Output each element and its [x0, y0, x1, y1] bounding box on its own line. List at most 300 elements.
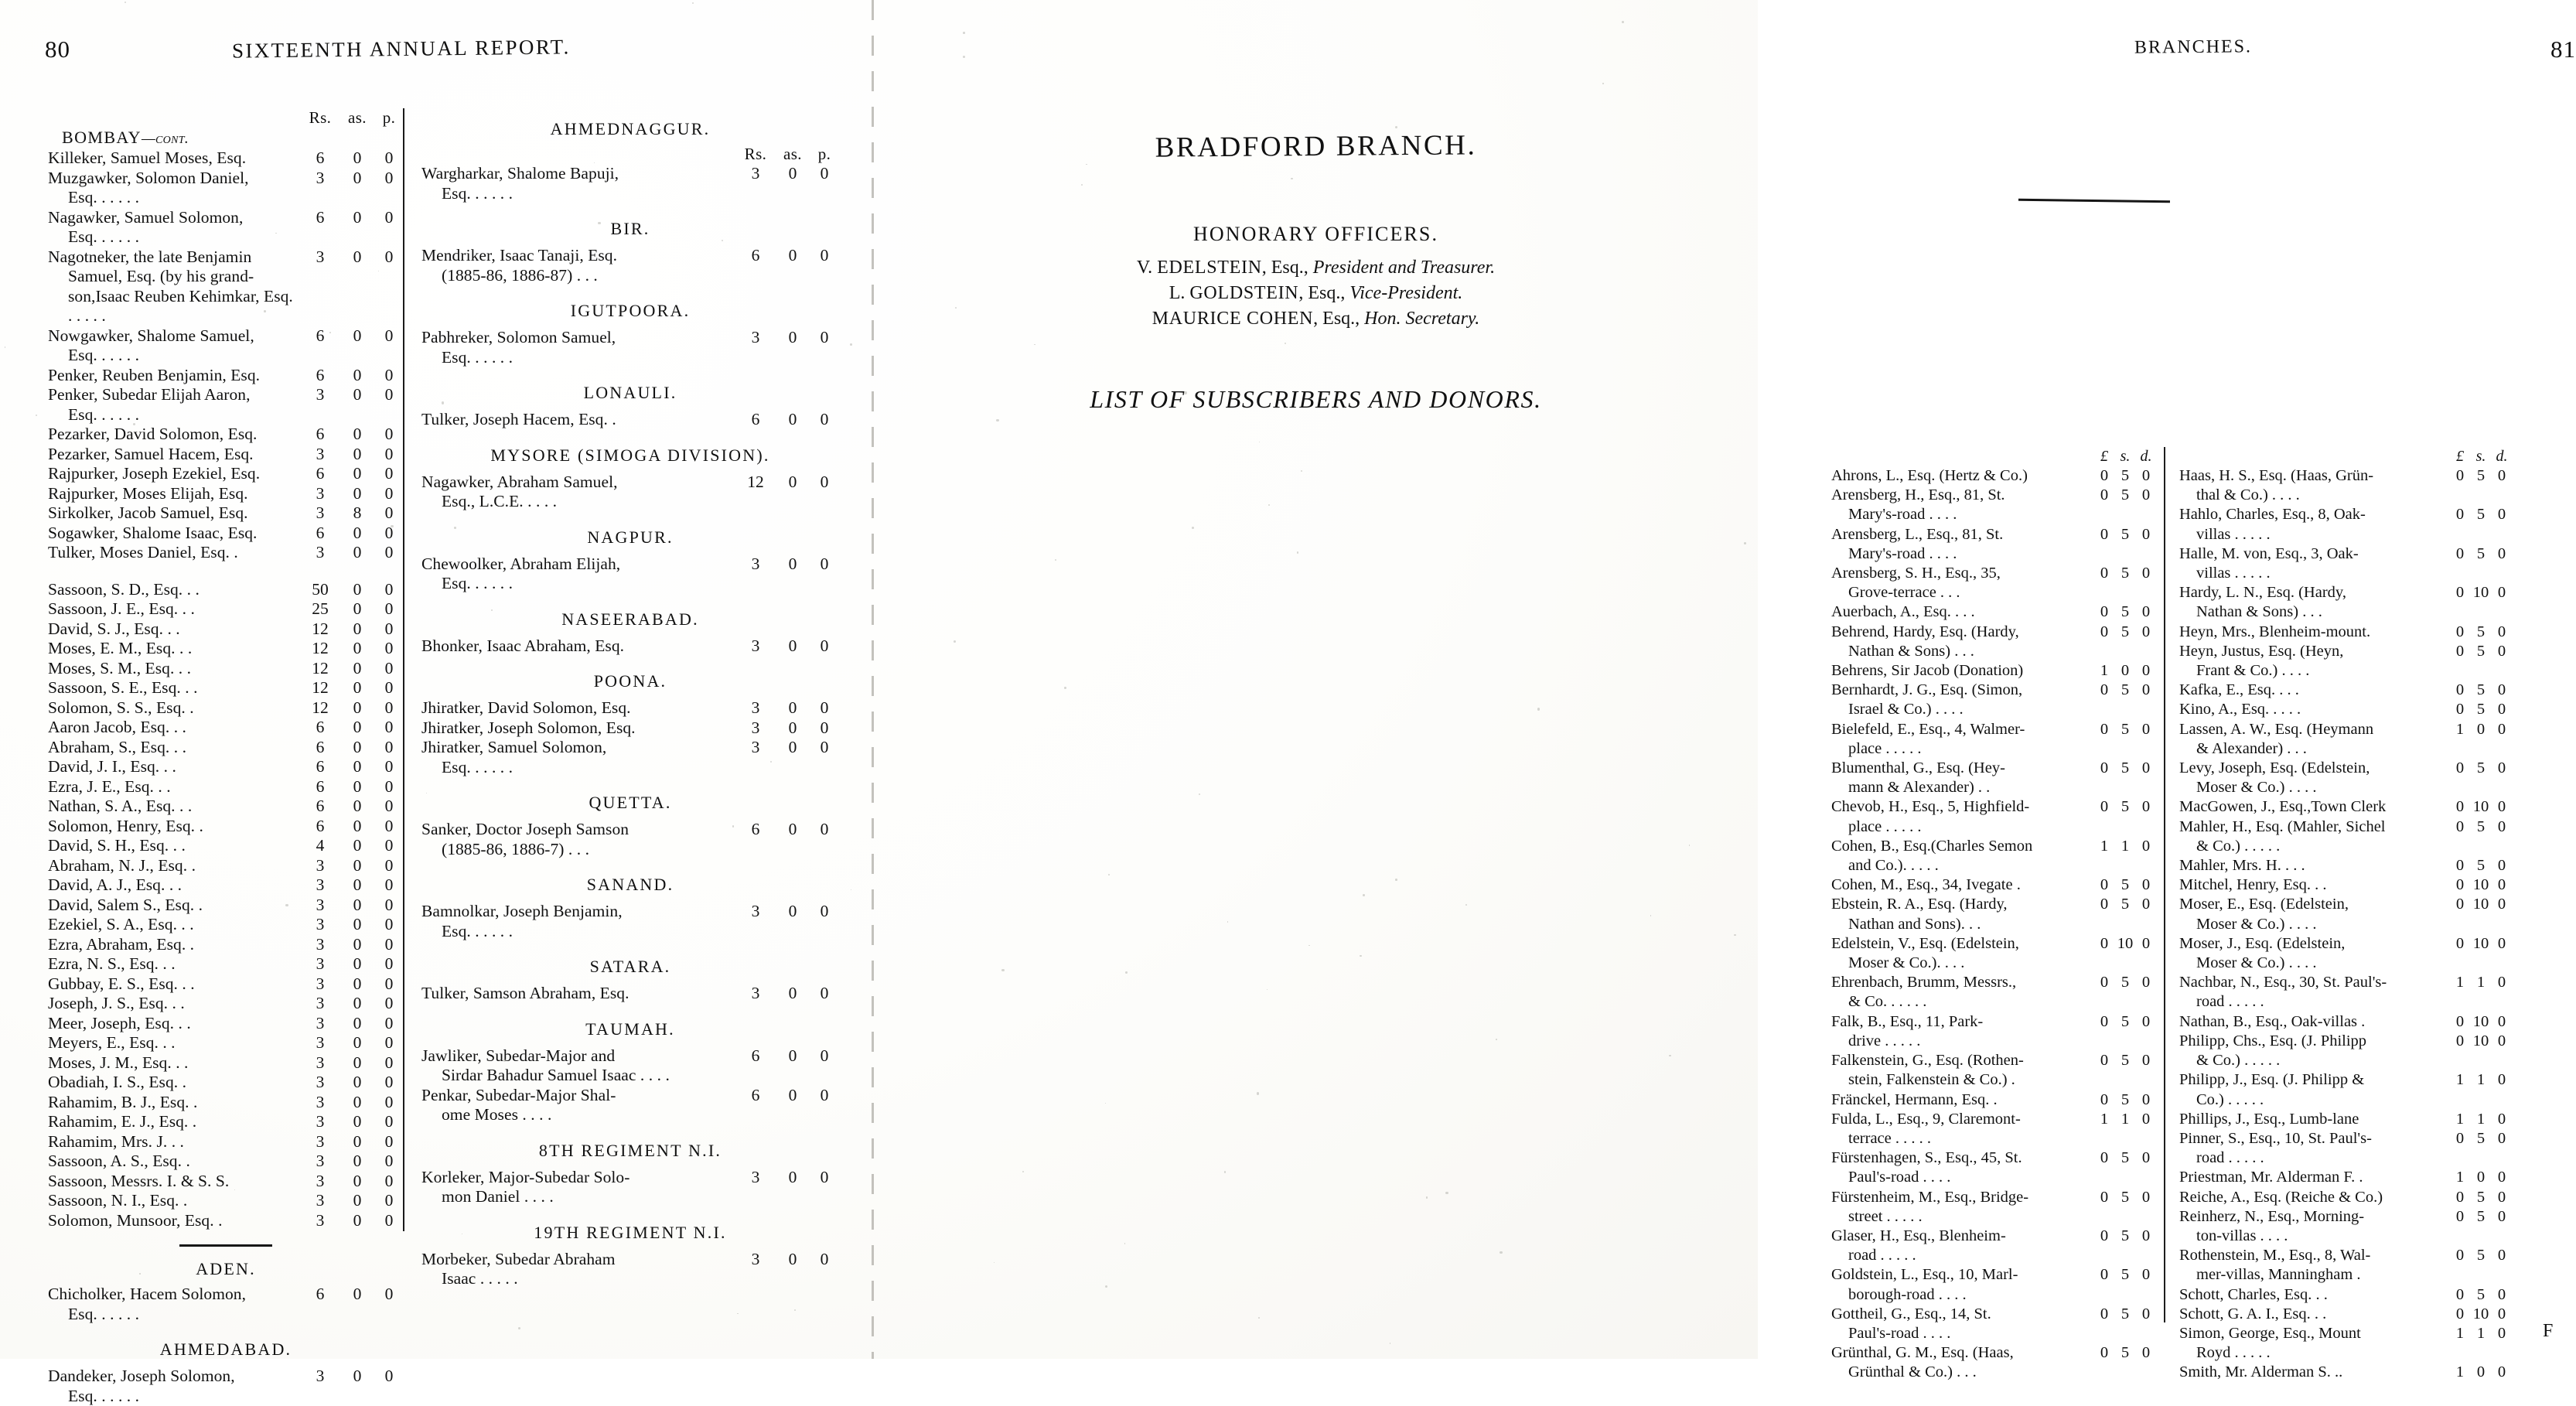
scan-speckle	[1108, 874, 1110, 875]
scan-speckle	[1744, 542, 1746, 544]
subscriber-amount-shillings: 10	[2470, 1305, 2492, 1324]
donor-amount-rupees: 3	[300, 1053, 340, 1073]
scan-speckle	[996, 419, 998, 421]
subscriber-amount-shillings: 5	[2114, 1090, 2136, 1110]
subscriber-name-continuation: Moser & Co.) . . . .	[2179, 778, 2446, 797]
subscriber-amount-pence: 0	[2492, 623, 2512, 642]
subscriber-entry	[2179, 1363, 2512, 1382]
donor-entry	[48, 148, 404, 169]
donor-amount-annas: 0	[340, 777, 374, 797]
subscriber-entry	[2179, 700, 2512, 719]
donor-amount-pies: 0	[810, 738, 839, 758]
subscriber-name: Nathan, B., Esq., Oak-villas .	[2179, 1012, 2450, 1032]
donor-amount-rupees: 3	[735, 984, 776, 1004]
subscriber-entry	[1831, 564, 2156, 602]
donor-amount-pies: 0	[810, 328, 839, 348]
scan-speckle	[1105, 1285, 1107, 1288]
donor-amount-pies: 0	[374, 247, 404, 268]
subscriber-entry	[1831, 661, 2156, 681]
donor-name-continuation: (1885-86, 1886-87) . . .	[421, 266, 732, 286]
donor-entry	[48, 757, 404, 777]
donor-entry	[48, 954, 404, 974]
donor-amount-pies: 0	[374, 1211, 404, 1231]
donor-amount-pies: 0	[374, 678, 404, 698]
donor-entry	[48, 1172, 404, 1192]
scan-speckle	[598, 222, 600, 224]
donor-entry	[48, 208, 404, 247]
subscriber-name: Nachbar, N., Esq., 30, St. Paul's- road . . . . .	[2179, 973, 2450, 1012]
section-head-lonauli: LONAULI.	[421, 383, 839, 403]
lsd-header-pounds: £	[2450, 447, 2470, 466]
donor-amount-annas: 0	[340, 425, 374, 445]
officer-surname: MAURICE COHEN	[1152, 309, 1313, 329]
donor-name: Pezarker, David Solomon, Esq.	[48, 425, 300, 445]
subscriber-name-continuation: mann & Alexander) . .	[1831, 778, 2090, 797]
donor-amount-annas: 0	[340, 385, 374, 405]
officer-role: Hon. Secretary.	[1364, 309, 1479, 329]
subscriber-name-continuation: place . . . . .	[1831, 739, 2090, 759]
subscriber-name-continuation: borough-road . . . .	[1831, 1285, 2090, 1305]
section-head-satara: SATARA.	[421, 957, 839, 977]
section-head-taumah: TAUMAH.	[421, 1019, 839, 1039]
donor-amount-pies: 0	[374, 1172, 404, 1192]
donor-amount-rupees: 6	[300, 366, 340, 386]
donor-amount-annas: 0	[776, 1086, 810, 1106]
honorary-officers-title: HONORARY OFFICERS.	[874, 223, 1758, 246]
subscriber-amount-pounds: 0	[2094, 1148, 2114, 1168]
subscriber-amount-pence: 0	[2492, 583, 2512, 602]
donor-entry	[48, 366, 404, 386]
donor-amount-annas: 0	[340, 524, 374, 544]
donor-amount-pies: 0	[810, 555, 839, 575]
subscriber-entry	[1831, 1051, 2156, 1090]
subscriber-name-continuation: Frant & Co.) . . . .	[2179, 661, 2446, 681]
scan-speckle	[139, 1273, 141, 1275]
subscriber-name-continuation: Israel & Co.) . . . .	[1831, 700, 2090, 719]
donor-name: Ezekiel, S. A., Esq. . .	[48, 915, 300, 935]
section-head-bombay-label: BOMBAY	[62, 128, 142, 147]
donor-entry	[421, 473, 839, 512]
donor-amount-rupees: 3	[300, 974, 340, 995]
donor-name: Sassoon, N. I., Esq. .	[48, 1191, 300, 1211]
scan-speckle	[1445, 1192, 1448, 1194]
folio-left: 80	[45, 36, 70, 63]
subscriber-amount-shillings: 5	[2114, 681, 2136, 700]
honorary-officer	[874, 255, 1758, 281]
donor-amount-pies: 0	[374, 856, 404, 876]
subscriber-name: Arensberg, L., Esq., 81, St. Mary's-road . . . .	[1831, 525, 2094, 564]
donor-entry	[421, 902, 839, 941]
subscriber-amount-pounds: 0	[2450, 1207, 2470, 1227]
subscriber-name: Mahler, Mrs. H. . . .	[2179, 856, 2450, 875]
subscriber-entry	[2179, 1012, 2512, 1032]
subscriber-amount-shillings: 5	[2470, 759, 2492, 778]
subscriber-amount-pounds: 1	[2094, 1110, 2114, 1129]
subscriber-amount-pounds: 0	[2450, 1305, 2470, 1324]
subscriber-entry	[1831, 759, 2156, 797]
donor-entry	[48, 678, 404, 698]
subscriber-amount-shillings: 5	[2470, 466, 2492, 486]
donor-amount-pies: 0	[374, 464, 404, 484]
donor-amount-annas: 0	[776, 718, 810, 739]
subscriber-name: Phillips, J., Esq., Lumb-lane	[2179, 1110, 2450, 1129]
subscriber-amount-pounds: 0	[2450, 1246, 2470, 1265]
subscriber-name-continuation: road . . . . .	[1831, 1246, 2090, 1265]
donor-amount-rupees: 3	[300, 856, 340, 876]
subscriber-entry	[1831, 1090, 2156, 1110]
section-head-8th-regiment-n-i: 8TH REGIMENT N.I.	[421, 1141, 839, 1161]
subscriber-amount-pence: 0	[2136, 895, 2156, 914]
subscriber-amount-shillings: 5	[2114, 895, 2136, 914]
donor-amount-pies: 0	[374, 777, 404, 797]
donor-amount-pies: 0	[810, 164, 839, 184]
donor-amount-pies: 0	[374, 954, 404, 974]
donor-amount-pies: 0	[374, 698, 404, 718]
subscriber-amount-pounds: 0	[2450, 759, 2470, 778]
donor-amount-annas: 0	[776, 410, 810, 430]
subscriber-name: Bielefeld, E., Esq., 4, Walmer- place . . . . .	[1831, 720, 2094, 759]
subscriber-amount-pounds: 0	[2094, 934, 2114, 954]
donor-amount-rupees: 3	[300, 1132, 340, 1152]
section-head-poona: POONA.	[421, 671, 839, 691]
money-header-p: p.	[810, 145, 839, 164]
subscriber-amount-shillings: 5	[2114, 1148, 2136, 1168]
donor-name-continuation: Esq. . . . . .	[421, 184, 732, 204]
donor-name: Sirkolker, Jacob Samuel, Esq.	[48, 503, 300, 524]
subscriber-amount-pounds: 1	[2450, 1070, 2470, 1090]
list-of-subscribers-title: LIST OF SUBSCRIBERS AND DONORS.	[874, 385, 1758, 414]
donor-name: Pezarker, Samuel Hacem, Esq.	[48, 445, 300, 465]
subscriber-amount-pounds: 0	[2450, 875, 2470, 895]
subscriber-name-continuation: Co.) . . . . .	[2179, 1090, 2446, 1110]
donor-amount-rupees: 3	[300, 484, 340, 504]
donor-amount-pies: 0	[374, 817, 404, 837]
subscriber-entry	[2179, 1032, 2512, 1070]
donor-amount-annas: 0	[776, 328, 810, 348]
lsd-header-shillings: s.	[2114, 447, 2136, 466]
donor-entry	[421, 164, 839, 203]
subscriber-name-continuation: Moser & Co.) . . . .	[2179, 915, 2446, 934]
page-right	[874, 0, 1758, 1359]
subscriber-entry	[2179, 817, 2512, 856]
donor-amount-pies: 0	[374, 935, 404, 955]
donor-amount-annas: 0	[340, 1211, 374, 1231]
donor-amount-rupees: 12	[300, 678, 340, 698]
subscriber-name: Philipp, Chs., Esq. (J. Philipp & Co.) . . . . .	[2179, 1032, 2450, 1070]
donor-amount-pies: 0	[810, 246, 839, 266]
subscriber-name: Fulda, L., Esq., 9, Claremont- terrace . . . . .	[1831, 1110, 2094, 1148]
donor-amount-annas: 0	[340, 974, 374, 995]
subscriber-amount-shillings: 5	[2470, 642, 2492, 661]
donor-amount-annas: 0	[340, 169, 374, 189]
subscriber-amount-shillings: 5	[2114, 1265, 2136, 1285]
donor-name-continuation: Esq. . . . . .	[48, 1387, 297, 1406]
donor-amount-annas: 0	[340, 580, 374, 600]
subscriber-amount-pounds: 0	[2094, 681, 2114, 700]
donor-name: David, S. J., Esq. . .	[48, 619, 300, 640]
subscriber-amount-pounds: 0	[2094, 895, 2114, 914]
subscriber-amount-pence: 0	[2136, 1148, 2156, 1168]
donor-name: Sassoon, S. E., Esq. . .	[48, 678, 300, 698]
subscriber-entry	[2179, 623, 2512, 642]
donor-amount-rupees: 6	[300, 738, 340, 758]
subscriber-amount-pounds: 0	[2094, 1305, 2114, 1324]
subscriber-name-continuation: Nathan and Sons). . .	[1831, 915, 2090, 934]
subscriber-name-continuation: drive . . . . .	[1831, 1032, 2090, 1051]
donor-entry	[421, 328, 839, 367]
donor-name-continuation: Samuel, Esq. (by his grand-son,Isaac Reuben Kehimkar, Esq. . . . . .	[48, 267, 297, 326]
subscriber-name: Grünthal, G. M., Esq. (Haas, Grünthal & Co.) . . .	[1831, 1343, 2094, 1382]
subscriber-amount-shillings: 5	[2114, 1343, 2136, 1363]
subscriber-amount-pence: 0	[2136, 1110, 2156, 1129]
donor-amount-rupees: 6	[300, 148, 340, 169]
honorary-officer	[874, 281, 1758, 306]
subscriber-amount-pounds: 0	[2094, 1227, 2114, 1246]
donor-amount-pies: 0	[374, 580, 404, 600]
scan-speckle	[737, 1313, 739, 1315]
subscriber-column-left	[1831, 447, 2156, 1383]
donor-entry	[48, 445, 404, 465]
donor-amount-pies: 0	[810, 820, 839, 840]
donor-amount-rupees: 3	[300, 169, 340, 189]
donor-entry	[48, 1112, 404, 1132]
donor-amount-rupees: 6	[300, 777, 340, 797]
subscriber-amount-shillings: 10	[2470, 1012, 2492, 1032]
subscriber-name: Reinherz, N., Esq., Morning- ton-villas . . . .	[2179, 1207, 2450, 1246]
subscriber-entry	[1831, 466, 2156, 486]
money-header-a	[48, 108, 404, 127]
donor-amount-pies: 0	[374, 659, 404, 679]
donor-name: David, S. H., Esq. . .	[48, 836, 300, 856]
officer-role: President and Treasurer.	[1313, 258, 1495, 278]
subscriber-name: Ahrons, L., Esq. (Hertz & Co.)	[1831, 466, 2094, 486]
scan-speckle	[163, 862, 165, 865]
subscriber-amount-shillings: 5	[2470, 1246, 2492, 1265]
donor-amount-annas: 0	[340, 148, 374, 169]
donor-name: Rahamim, Mrs. J. . .	[48, 1132, 300, 1152]
subscriber-amount-pence: 0	[2492, 1246, 2512, 1265]
subscriber-entry	[1831, 1265, 2156, 1304]
subscriber-name: Mahler, H., Esq. (Mahler, Sichel & Co.) . . . . .	[2179, 817, 2450, 856]
donor-name-continuation: ome Moses . . . .	[421, 1105, 732, 1125]
running-head-right: BRANCHES.	[2134, 36, 2252, 63]
subscriber-name: Kino, A., Esq. . . . .	[2179, 700, 2450, 719]
officer-suffix: , Esq.,	[1313, 309, 1364, 329]
subscriber-amount-pounds: 0	[2450, 700, 2470, 719]
subscriber-entry	[1831, 602, 2156, 622]
lsd-header-pounds: £	[2094, 447, 2114, 466]
donor-amount-rupees: 6	[300, 757, 340, 777]
subscriber-entry	[2179, 759, 2512, 797]
donor-entries-bombay-group1	[48, 148, 404, 563]
subscriber-entry	[1831, 934, 2156, 973]
donor-amount-annas: 0	[340, 1191, 374, 1211]
donor-amount-annas: 0	[340, 1093, 374, 1113]
subscriber-amount-shillings: 5	[2114, 466, 2136, 486]
donor-amount-annas: 0	[776, 698, 810, 718]
donor-name-continuation: Esq. . . . . .	[421, 758, 732, 778]
donor-amount-rupees: 3	[300, 896, 340, 916]
section-head-ahmednaggur: AHMEDNAGGUR.	[421, 119, 839, 139]
donor-amount-rupees: 4	[300, 836, 340, 856]
subscriber-name-continuation: & Co.) . . . . .	[2179, 837, 2446, 856]
subscriber-amount-pounds: 0	[2450, 623, 2470, 642]
donor-name-continuation: Esq. . . . . .	[421, 574, 732, 594]
subscriber-amount-pence: 0	[2136, 466, 2156, 486]
section-head-bir: BIR.	[421, 219, 839, 239]
subscriber-amount-pence: 0	[2136, 602, 2156, 622]
donor-name: Nowgawker, Shalome Samuel, Esq. . . . . .	[48, 326, 300, 366]
subscriber-entry	[2179, 1168, 2512, 1187]
subscriber-column-right	[2179, 447, 2512, 1383]
officer-initial: L.	[1169, 283, 1190, 303]
subscriber-amount-pence: 0	[2136, 1012, 2156, 1032]
donor-entry	[48, 856, 404, 876]
subscriber-name-continuation: Nathan & Sons) . . .	[1831, 642, 2090, 661]
subscriber-name-continuation: street . . . . .	[1831, 1207, 2090, 1227]
donor-amount-pies: 0	[374, 1073, 404, 1093]
subscriber-amount-pounds: 0	[2094, 525, 2114, 544]
donor-entry	[48, 896, 404, 916]
subscriber-name-continuation: place . . . . .	[1831, 817, 2090, 837]
lsd-header-shillings: s.	[2470, 447, 2492, 466]
donor-amount-pies: 0	[374, 445, 404, 465]
subscriber-entry	[2179, 642, 2512, 681]
donor-name: Muzgawker, Solomon Daniel, Esq. . . . . .	[48, 169, 300, 208]
subscriber-amount-pence: 0	[2136, 720, 2156, 739]
subscriber-name: Glaser, H., Esq., Blenheim- road . . . . .	[1831, 1227, 2094, 1265]
donor-entries-aden	[48, 1285, 404, 1324]
subscriber-amount-pence: 0	[2136, 934, 2156, 954]
subscriber-amount-pounds: 0	[2094, 759, 2114, 778]
donor-name: David, J. I., Esq. . .	[48, 757, 300, 777]
money-header-rs: Rs.	[735, 145, 776, 164]
donor-amount-pies: 0	[374, 326, 404, 346]
subscriber-amount-pence: 0	[2492, 797, 2512, 817]
donor-amount-rupees: 3	[300, 1112, 340, 1132]
subscriber-amount-pounds: 0	[2094, 973, 2114, 992]
donor-entry	[421, 984, 839, 1004]
donor-name: Sanker, Doctor Joseph Samson (1885-86, 1886-7) . . .	[421, 820, 735, 859]
donor-entry	[48, 1152, 404, 1172]
donor-name: Nagotneker, the late Benjamin Samuel, Esq. (by his grand-son,Isaac Reuben Kehimkar, Esq. . . . . .	[48, 247, 300, 326]
donor-name: Killeker, Samuel Moses, Esq.	[48, 148, 300, 169]
subscriber-amount-shillings: 5	[2470, 544, 2492, 564]
donor-entry	[48, 1014, 404, 1034]
subscriber-name: Auerbach, A., Esq. . . .	[1831, 602, 2094, 622]
subscriber-amount-shillings: 10	[2470, 583, 2492, 602]
subscriber-amount-pounds: 0	[2094, 486, 2114, 505]
subscriber-name: Falk, B., Esq., 11, Park- drive . . . . .	[1831, 1012, 2094, 1051]
subscriber-amount-shillings: 5	[2114, 1188, 2136, 1207]
scan-speckle	[1602, 83, 1604, 84]
donor-amount-pies: 0	[374, 836, 404, 856]
donor-entry	[48, 599, 404, 619]
subscriber-name: Arensberg, S. H., Esq., 35, Grove-terrace . . .	[1831, 564, 2094, 602]
donor-amount-annas: 0	[340, 326, 374, 346]
lsd-header-pence: d.	[2136, 447, 2156, 466]
subscriber-name-continuation: Moser & Co.). . . .	[1831, 954, 2090, 973]
donor-entry	[48, 543, 404, 563]
officer-suffix: , Esq.,	[1262, 258, 1313, 278]
subscriber-name: Schott, Charles, Esq. . .	[2179, 1285, 2450, 1305]
subscriber-amount-shillings: 0	[2470, 1168, 2492, 1187]
donor-entry	[421, 1086, 839, 1125]
scan-speckle	[391, 525, 393, 527]
subscriber-name: Hardy, L. N., Esq. (Hardy, Nathan & Sons) . . .	[2179, 583, 2450, 622]
subscriber-amount-shillings: 0	[2470, 720, 2492, 739]
subscriber-amount-shillings: 5	[2470, 1207, 2492, 1227]
donor-amount-rupees: 12	[735, 473, 776, 493]
subscriber-amount-shillings: 10	[2114, 934, 2136, 954]
donor-entry	[48, 718, 404, 738]
subscriber-amount-shillings: 5	[2114, 973, 2136, 992]
donor-amount-rupees: 3	[300, 503, 340, 524]
subscriber-amount-pounds: 0	[2450, 895, 2470, 914]
scan-speckle	[442, 401, 444, 404]
donor-amount-annas: 0	[340, 935, 374, 955]
donor-entry	[48, 484, 404, 504]
donor-entry	[48, 1033, 404, 1053]
donor-amount-rupees: 3	[735, 164, 776, 184]
subscriber-name: Moser, E., Esq. (Edelstein, Moser & Co.) . . . .	[2179, 895, 2450, 933]
donor-amount-pies: 0	[374, 524, 404, 544]
subscriber-name-continuation: Paul's-road . . . .	[1831, 1168, 2090, 1187]
subscriber-name: Pinner, S., Esq., 10, St. Paul's- road . . . . .	[2179, 1129, 2450, 1168]
donor-name: Tulker, Samson Abraham, Esq.	[421, 984, 735, 1004]
subscriber-entry	[2179, 1207, 2512, 1246]
donor-name: Bhonker, Isaac Abraham, Esq.	[421, 636, 735, 657]
subscriber-name-continuation: Royd . . . . .	[2179, 1343, 2446, 1363]
page-left	[0, 0, 872, 1359]
donor-amount-pies: 0	[374, 503, 404, 524]
section-head-bombay	[48, 128, 404, 148]
officer-initial: V.	[1137, 258, 1157, 278]
donor-amount-pies: 0	[374, 1367, 404, 1387]
subscriber-name: Philipp, J., Esq. (J. Philipp & Co.) . . . . .	[2179, 1070, 2450, 1109]
subscriber-amount-pence: 0	[2136, 875, 2156, 895]
donor-amount-pies: 0	[374, 757, 404, 777]
scan-speckle	[1125, 971, 1128, 974]
donor-name: Jhiratker, Joseph Solomon, Esq.	[421, 718, 735, 739]
subscriber-name-continuation: villas . . . . .	[2179, 525, 2446, 544]
subscriber-amount-pence: 0	[2492, 817, 2512, 837]
subscriber-name-continuation: thal & Co.) . . . .	[2179, 486, 2446, 505]
subscriber-entry	[2179, 1110, 2512, 1129]
scan-speckle	[1124, 1243, 1125, 1244]
donor-name: Nagawker, Abraham Samuel, Esq., L.C.E. . . . .	[421, 473, 735, 512]
donor-name: Tulker, Moses Daniel, Esq. .	[48, 543, 300, 563]
donor-name: Jawliker, Subedar-Major and Sirdar Bahadur Samuel Isaac . . . .	[421, 1046, 735, 1086]
donor-amount-pies: 0	[374, 1132, 404, 1152]
donor-entry	[48, 1191, 404, 1211]
donor-amount-annas: 0	[776, 246, 810, 266]
subscriber-name: Moser, J., Esq. (Edelstein, Moser & Co.) . . . .	[2179, 934, 2450, 973]
section-head-bombay-cont: —cont.	[142, 130, 189, 147]
donor-name: Rajpurker, Moses Elijah, Esq.	[48, 484, 300, 504]
subscriber-amount-shillings: 10	[2470, 934, 2492, 954]
donor-name: Mendriker, Isaac Tanaji, Esq. (1885-86, 1886-87) . . .	[421, 246, 735, 285]
donor-amount-annas: 0	[340, 896, 374, 916]
subscriber-amount-pence: 0	[2492, 1207, 2512, 1227]
donor-amount-annas: 0	[340, 698, 374, 718]
donor-amount-rupees: 3	[300, 1073, 340, 1093]
subscriber-amount-shillings: 5	[2470, 1285, 2492, 1305]
donor-entries-bombay-group2	[48, 580, 404, 1231]
donor-amount-rupees: 12	[300, 619, 340, 640]
donor-entries-ahmedabad	[48, 1367, 404, 1406]
subscriber-amount-shillings: 5	[2114, 1305, 2136, 1324]
